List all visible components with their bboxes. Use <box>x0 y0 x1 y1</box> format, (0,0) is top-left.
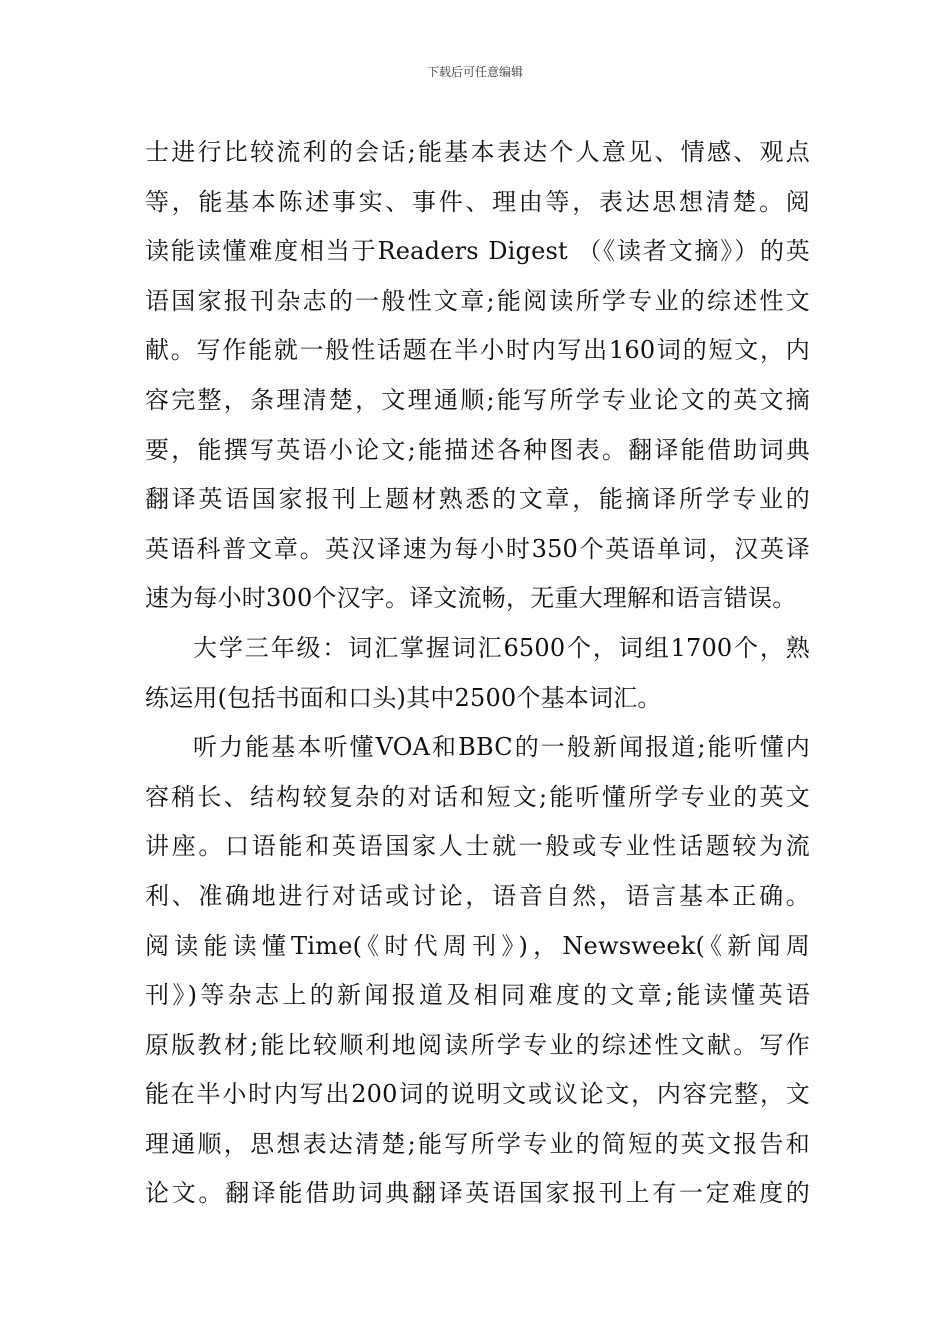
paragraph <box>145 723 810 1219</box>
paragraph <box>145 624 810 723</box>
text-line: 等，能基本陈述事实、事件、理由等，表达思想清楚。阅 <box>145 187 810 216</box>
text-line: 容稍长、结构较复杂的对话和短文;能听懂所学专业的英文 <box>145 782 810 811</box>
text-line: 练运用(包括书面和口头)其中2500个基本词汇。 <box>145 683 662 712</box>
page-header: 下载后可任意编辑 <box>426 65 523 79</box>
text-line: 献。写作能就一般性话题在半小时内写出160词的短文，内 <box>145 336 810 365</box>
text-line: 阅读能读懂Time(《时代周刊》)，Newsweek(《新闻周 <box>145 931 810 960</box>
text-line: 刊》)等杂志上的新闻报道及相同难度的文章;能读懂英语 <box>145 981 810 1010</box>
text-line: 能在半小时内写出200词的说明文或议论文，内容完整，文 <box>145 1080 810 1109</box>
document-body <box>145 128 810 1219</box>
text-line: 翻译英语国家报刊上题材熟悉的文章，能摘译所学专业的 <box>145 485 810 514</box>
text-line: 容完整，条理清楚，文理通顺;能写所学专业论文的英文摘 <box>145 385 810 414</box>
text-line: 理通顺，思想表达清楚;能写所学专业的简短的英文报告和 <box>145 1129 810 1158</box>
text-line: 读能读懂难度相当于Readers Digest （《读者文摘》）的英 <box>145 237 810 266</box>
text-line: 利、准确地进行对话或讨论，语音自然，语言基本正确。 <box>145 881 810 910</box>
text-line: 语国家报刊杂志的一般性文章;能阅读所学专业的综述性文 <box>145 286 810 315</box>
text-line: 听力能基本听懂VOA和BBC的一般新闻报道;能听懂内 <box>193 733 810 762</box>
text-line: 论文。翻译能借助词典翻译英语国家报刊上有一定难度的 <box>145 1179 810 1208</box>
text-line: 士进行比较流利的会话;能基本表达个人意见、情感、观点 <box>145 138 810 166</box>
paragraph <box>145 128 810 624</box>
text-line: 讲座。口语能和英语国家人士就一般或专业性话题较为流 <box>145 832 810 861</box>
text-line: 速为每小时300个汉字。译文流畅，无重大理解和语言错误。 <box>145 584 797 613</box>
text-line: 大学三年级：词汇掌握词汇6500个，词组1700个，熟 <box>193 633 810 662</box>
text-line: 英语科普文章。英汉译速为每小时350个英语单词，汉英译 <box>145 534 810 563</box>
text-line: 要，能撰写英语小论文;能描述各种图表。翻译能借助词典 <box>145 435 810 464</box>
text-line: 原版教材;能比较顺利地阅读所学专业的综述性文献。写作 <box>145 1030 810 1059</box>
